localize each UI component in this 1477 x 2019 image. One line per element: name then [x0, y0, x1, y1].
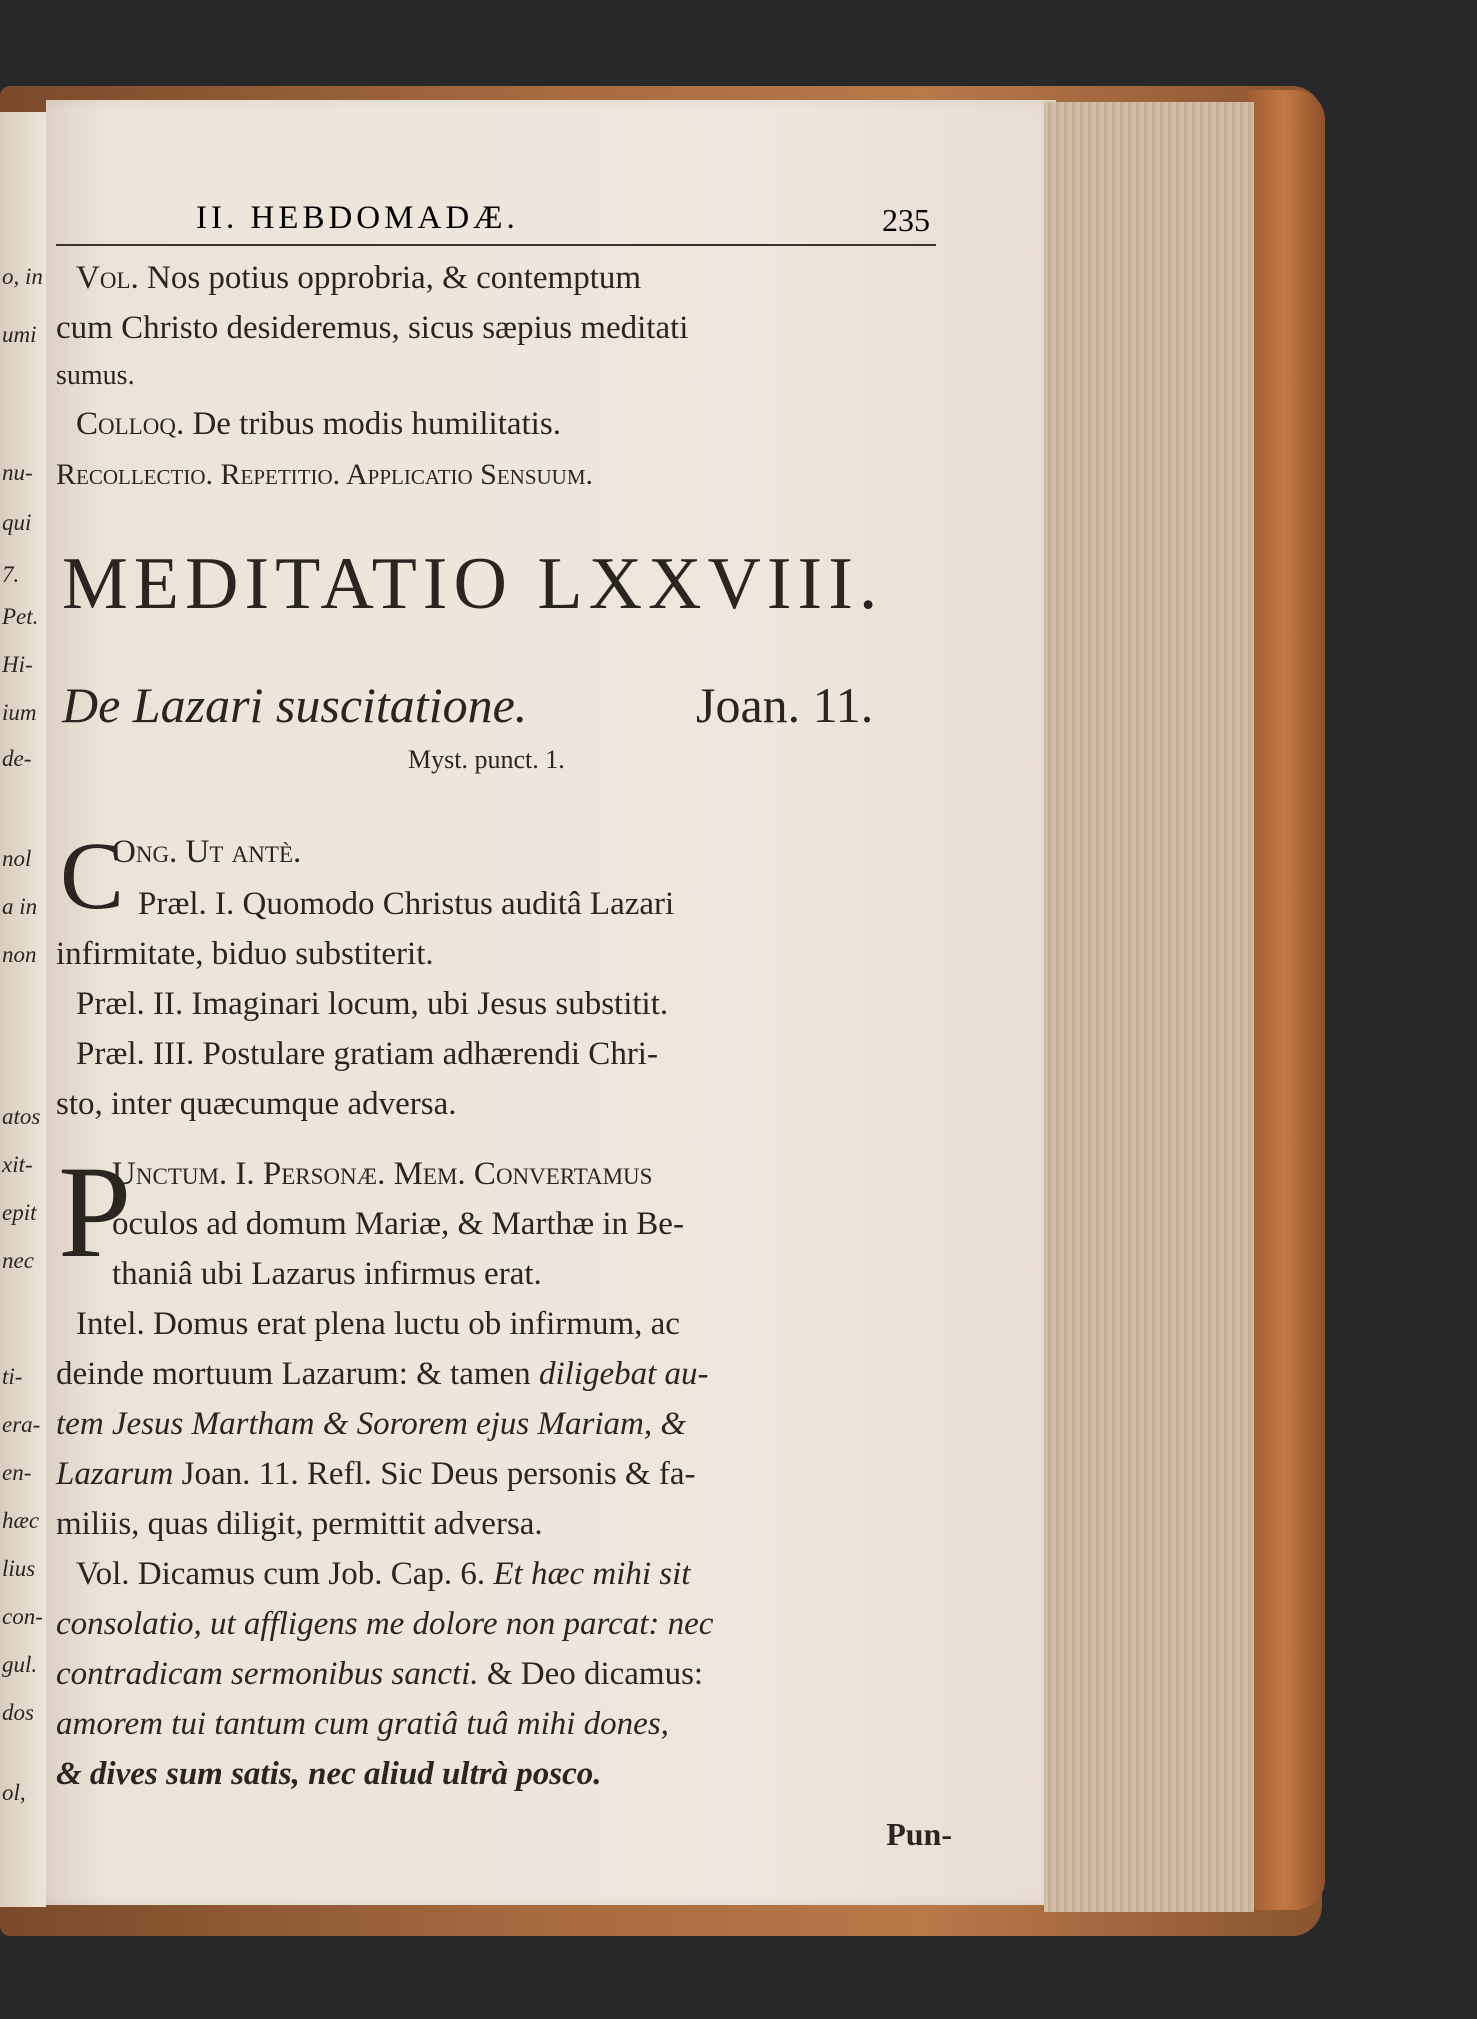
left-page-fragment: epit	[2, 1200, 37, 1225]
left-page-fragment: con-	[2, 1604, 43, 1629]
vol-line-3-italic: contradicam sermonibus sancti.	[56, 1656, 479, 1692]
punctum-line-1: Unctum. I. Personæ. Mem. Convertamus	[112, 1156, 653, 1192]
intro-vol-line-2: cum Christo desideremus, sicus sæpius meditati	[56, 310, 689, 346]
vol-line-2: consolatio, ut affligens me dolore non parcat: nec	[56, 1606, 714, 1642]
punctum-line-2: oculos ad domum Mariæ, & Marthæ in Be-	[112, 1206, 684, 1242]
book-cover-edge	[1245, 90, 1325, 1910]
left-page-fragment: ium	[2, 700, 37, 725]
meditation-title: MEDITATIO LXXVIII.	[62, 543, 884, 625]
catchword: Pun-	[886, 1816, 952, 1852]
left-page-fragment: gul.	[2, 1652, 38, 1677]
left-page-fragment: era-	[2, 1412, 41, 1437]
vol-label: Vol.	[76, 260, 139, 296]
intel-line-1: Intel. Domus erat plena luctu ob infirmum, ac	[76, 1306, 680, 1342]
punctum-dropcap: P	[58, 1138, 132, 1285]
left-page-fragment: Pet.	[2, 604, 39, 629]
punctum-line-3: thaniâ ubi Lazarus infirmus erat.	[112, 1256, 542, 1292]
left-page-fragment: nec	[2, 1248, 34, 1273]
intel-line-4	[56, 1458, 695, 1491]
intro-vol-line	[76, 262, 641, 295]
left-page-fragment: a in	[2, 894, 38, 919]
meditation-scripture-ref: Joan. 11.	[696, 677, 874, 733]
prelude-3-line-1: Præl. III. Postulare gratiam adhærendi Chri-	[76, 1036, 658, 1072]
intel-line-5: miliis, quas diligit, permittit adversa.	[56, 1506, 543, 1542]
meditation-subtitle: De Lazari suscitatione.	[62, 677, 528, 733]
vol-line-1-italic: Et hæc mihi sit	[493, 1556, 691, 1592]
colloquy-line	[76, 408, 561, 441]
cong-line: Ong. Ut antè.	[112, 834, 302, 870]
left-page-fragment: non	[2, 942, 37, 967]
colloquy-label: Colloq.	[76, 406, 185, 442]
vol-line-1	[76, 1558, 690, 1591]
left-page-fragment: qui	[2, 510, 32, 535]
mystery-point: Myst. punct. 1.	[408, 745, 565, 774]
vol-text: Nos potius opprobria, & contemptum	[147, 260, 642, 296]
left-page-fragment: 7.	[2, 562, 20, 587]
prelude-3-line-2: sto, inter quæcumque adversa.	[56, 1086, 457, 1122]
left-page-fragment: dos	[2, 1700, 34, 1725]
intel-line-2-roman: deinde mortuum Lazarum: & tamen	[56, 1356, 531, 1392]
left-page-fragment: ti-	[2, 1364, 23, 1389]
prelude-1-line-1: Præl. I. Quomodo Christus auditâ Lazari	[138, 886, 675, 922]
left-page-fragment: atos	[2, 1104, 41, 1129]
intel-line-2	[56, 1358, 709, 1391]
left-page-fragment: o, in	[2, 264, 43, 289]
left-page-fragment: nu-	[2, 460, 33, 485]
colloquy-text: De tribus modis humilitatis.	[192, 406, 561, 442]
prelude-1-line-2: infirmitate, biduo substiterit.	[56, 936, 434, 972]
page-edges	[1044, 102, 1254, 1912]
vol-line-5: & dives sum satis, nec aliud ultrà posco.	[56, 1756, 602, 1792]
vol-line-3-roman: & Deo dicamus:	[486, 1656, 704, 1692]
header-title: II. HEBDOMADÆ.	[196, 200, 519, 236]
left-page-fragment: en-	[2, 1460, 32, 1485]
left-page-fragment: ol,	[2, 1780, 26, 1805]
left-page-fragment: lius	[2, 1556, 36, 1581]
recollectio-line: Recollectio. Repetitio. Applicatio Sensuum.	[56, 458, 594, 491]
intel-line-2-italic: diligebat au-	[538, 1356, 709, 1392]
page-number: 235	[882, 202, 930, 238]
intel-line-3: tem Jesus Martham & Sororem ejus Mariam, &	[56, 1406, 686, 1442]
intel-line-4-italic: Lazarum	[56, 1456, 174, 1492]
vol-line-4: amorem tui tantum cum gratiâ tuâ mihi dones,	[56, 1706, 669, 1742]
left-page-fragment: de-	[2, 746, 32, 771]
intro-vol-line-3: sumus.	[56, 360, 135, 391]
left-page-strip	[0, 112, 46, 1907]
prelude-2: Præl. II. Imaginari locum, ubi Jesus substitit.	[76, 986, 669, 1022]
left-page-fragment: nol	[2, 846, 32, 871]
left-page-fragment: hæc	[2, 1508, 40, 1533]
intel-line-4-roman: Joan. 11. Refl. Sic Deus personis & fa-	[181, 1456, 696, 1492]
vol-line-1-roman: Vol. Dicamus cum Job. Cap. 6.	[76, 1556, 486, 1592]
cong-dropcap: C	[60, 822, 125, 929]
running-header	[56, 200, 936, 246]
vol-line-3	[56, 1658, 703, 1691]
left-page-fragment: xit-	[2, 1152, 33, 1177]
left-page-fragment: Hi-	[2, 652, 33, 677]
left-page-fragment: umi	[2, 322, 37, 347]
